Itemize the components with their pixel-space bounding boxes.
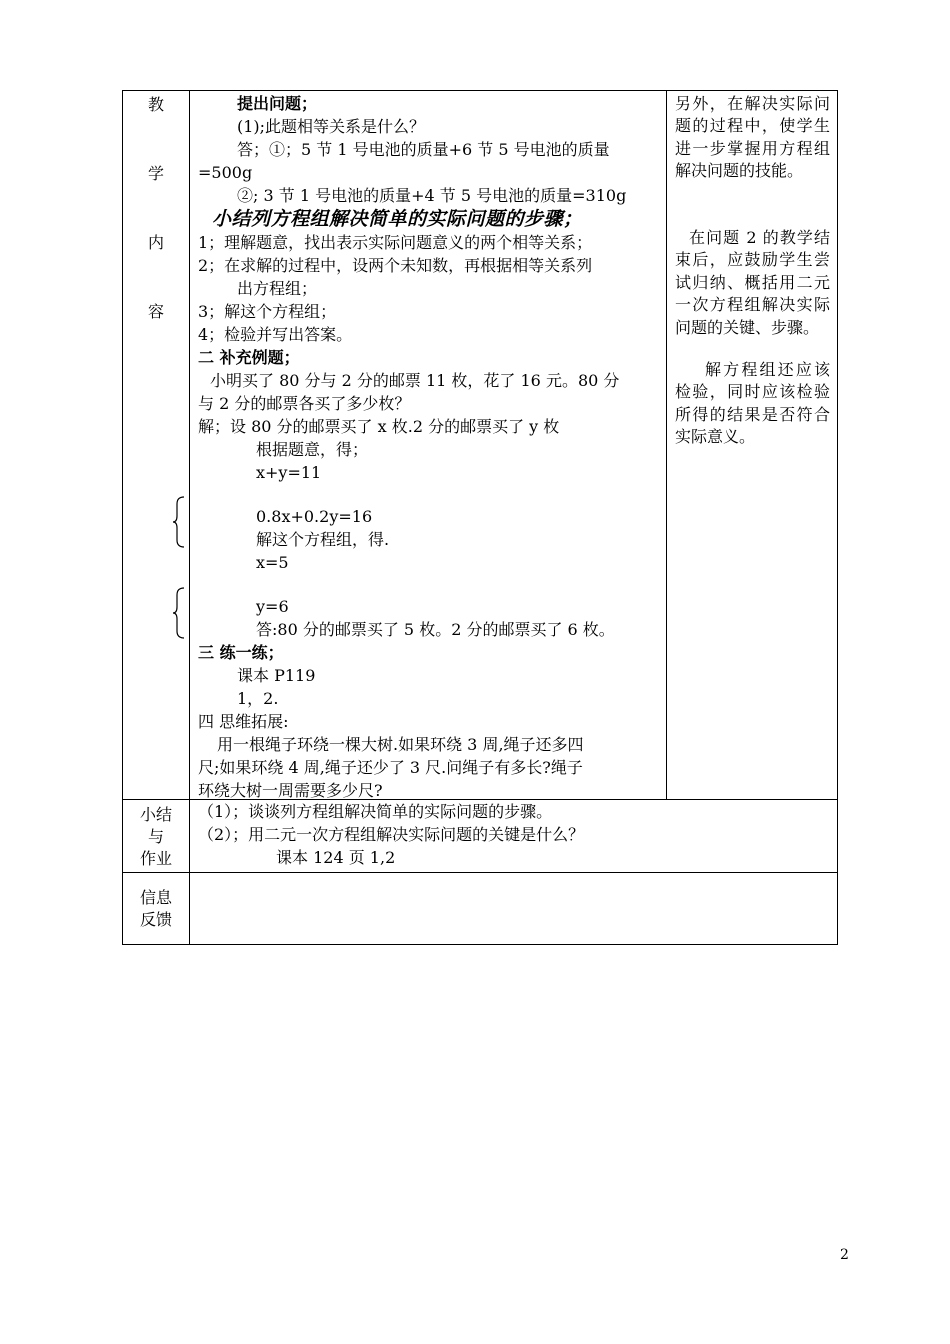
lesson-table bbox=[122, 90, 838, 945]
content-line: (1);此题相等关系是什么？ bbox=[237, 117, 426, 136]
summary-line: （2）；用二元一次方程组解决实际问题的关键是什么？ bbox=[198, 825, 585, 844]
content-line: 与 2 分的邮票各买了多少枚？ bbox=[198, 394, 411, 413]
label-text: 信息 bbox=[139, 888, 172, 907]
content-line: 课本 P119 bbox=[237, 666, 316, 685]
label-text: 小结 bbox=[139, 805, 172, 824]
content-line: 答:80 分的邮票买了 5 枚。2 分的邮票买了 6 枚。 bbox=[256, 620, 615, 639]
content-line: 1，2. bbox=[237, 689, 279, 708]
feedback-cell bbox=[190, 873, 838, 945]
section-heading: 二 补充例题； bbox=[198, 348, 300, 367]
page-number: 2 bbox=[840, 1247, 849, 1263]
section-heading: 小结列方程组解决简单的实际问题的步骤； bbox=[212, 208, 583, 230]
content-line: 解这个方程组，得. bbox=[256, 530, 390, 549]
section-heading: 四 思维拓展: bbox=[198, 712, 289, 731]
content-line: 尺;如果环绕 4 周,绳子还少了 3 尺.问绳子有多长?绳子 bbox=[198, 758, 583, 777]
content-line: 4；检验并写出答案。 bbox=[198, 325, 353, 344]
label-text: 反馈 bbox=[139, 910, 172, 929]
summary-line: （1）；谈谈列方程组解决简单的实际问题的步骤。 bbox=[198, 802, 553, 821]
label-char: 内 bbox=[147, 233, 164, 252]
label-char: 教 bbox=[147, 95, 164, 114]
content-line: 根据题意，得； bbox=[256, 440, 369, 459]
summary-cell bbox=[190, 800, 838, 873]
content-line: 解；设 80 分的邮票买了 x 枚.2 分的邮票买了 y 枚 bbox=[198, 417, 560, 436]
equation-line: x=5 bbox=[256, 553, 289, 572]
equation-line: y=6 bbox=[256, 597, 289, 616]
left-brace-icon bbox=[172, 587, 186, 639]
content-line: 答；①；5 节 1 号电池的质量+6 节 5 号电池的质量 bbox=[237, 140, 610, 159]
content-line: 环绕大树一周需要多少尺? bbox=[198, 781, 383, 800]
left-brace-icon bbox=[172, 496, 186, 548]
summary-label-cell bbox=[123, 800, 190, 873]
summary-line: 课本 124 页 1,2 bbox=[276, 848, 396, 867]
teaching-content-cell bbox=[190, 91, 667, 800]
note-paragraph: 解方程组还应该检验，同时应该检验所得的结果是否符合实际意义。 bbox=[675, 360, 830, 447]
section-heading: 三 练一练； bbox=[198, 643, 284, 662]
label-char: 容 bbox=[147, 302, 164, 321]
content-line: 小明买了 80 分与 2 分的邮票 11 枚，花了 16 元。80 分 bbox=[210, 371, 620, 390]
content-line: 提出问题； bbox=[237, 94, 318, 113]
note-paragraph: 在问题 2 的教学结束后，应鼓励学生尝试归纳、概括用二元一次方程组解决实际问题的关键、步骤。 bbox=[675, 228, 830, 337]
label-char: 学 bbox=[147, 164, 164, 183]
content-line: 3；解这个方程组； bbox=[198, 302, 337, 321]
content-line: 出方程组； bbox=[237, 279, 318, 298]
note-paragraph: 另外，在解决实际问题的过程中，使学生进一步掌握用方程组解决问题的技能。 bbox=[675, 94, 830, 181]
content-line: ②; 3 节 1 号电池的质量+4 节 5 号电池的质量=310g bbox=[237, 186, 627, 205]
content-line: 用一根绳子环绕一棵大树.如果环绕 3 周,绳子还多四 bbox=[217, 735, 584, 754]
equation-line: 0.8x+0.2y=16 bbox=[256, 507, 373, 526]
feedback-label-cell bbox=[123, 873, 190, 945]
content-line: 2；在求解的过程中，设两个未知数，再根据相等关系列 bbox=[198, 256, 593, 275]
teaching-content-label-cell bbox=[123, 91, 190, 800]
teaching-notes-cell bbox=[667, 91, 838, 800]
equation-line: x+y=11 bbox=[256, 463, 322, 482]
content-line: =500g bbox=[198, 163, 253, 182]
label-text: 作业 bbox=[139, 849, 172, 868]
content-line: 1；理解题意，找出表示实际问题意义的两个相等关系； bbox=[198, 233, 593, 252]
label-text: 与 bbox=[147, 827, 164, 846]
